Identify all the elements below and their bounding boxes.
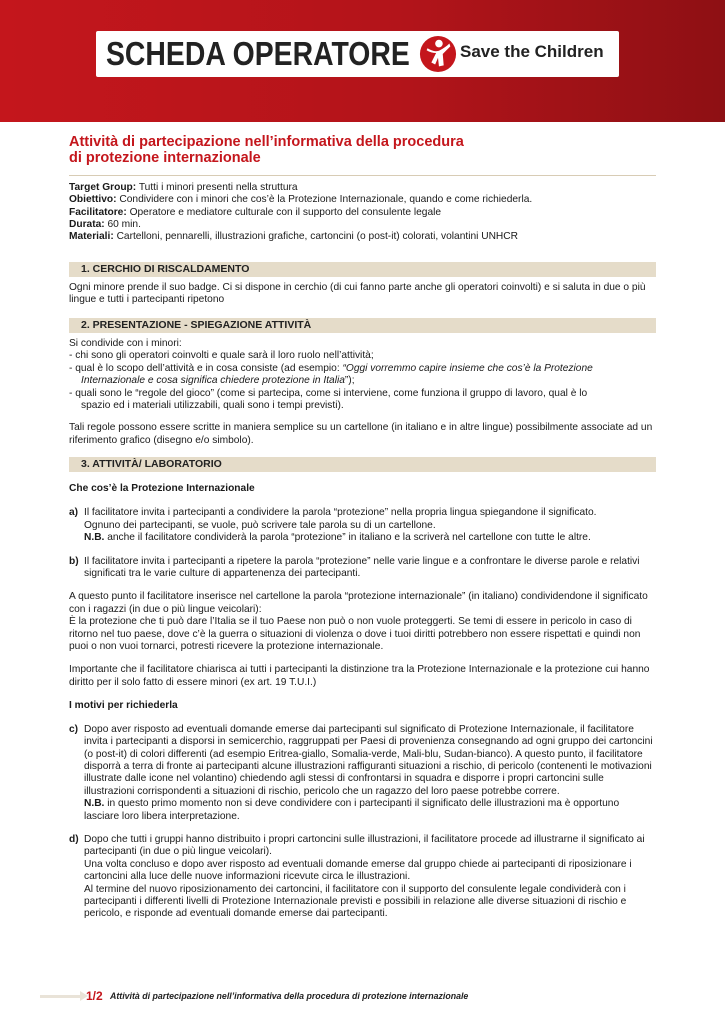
list-item-cont: spazio ed i materiali utilizzabili, quali sono i tempi previsti). [81, 400, 344, 412]
header-card [96, 31, 619, 77]
meta-materials [69, 231, 656, 243]
meta-facilitator [69, 207, 656, 219]
page-title: SCHEDA OPERATORE [106, 35, 410, 72]
footer-text: Attività di partecipazione nell’informativa della procedura di protezione internazionale [110, 991, 469, 1001]
paragraph: A questo punto il facilitatore inserisce nel cartellone la parola “protezione internazionale” (in italiano) condividendone il significato con i ragazzi (in due o più lingue veicolari): [69, 591, 648, 615]
meta-label: Materiali: [69, 231, 114, 243]
item-b: b) Il facilitatore invita i partecipanti a ripetere la parola “protezione” nelle varie lingue e a confrontare le diverse parole e relativi significati tra le varie culture di appartenenza dei partecipanti. [69, 555, 640, 580]
section-header-2 [69, 318, 656, 333]
save-the-children-logo-icon [419, 35, 457, 73]
item-a: a) Il facilitatore invita i partecipanti a condividere la parola “protezione” nella propria lingua spiegandone il significato. Ognuno dei partecipanti, se vuole, può scrivere tale parola su di un cartellone. N.B. anche il facilitatore condividerà la parola “protezione” in italiano e la scriverà nel cartellone con tutte le altre. [69, 507, 597, 544]
page-number: 1/2 [86, 989, 103, 1003]
meta-label: Facilitatore: [69, 206, 127, 218]
paragraph: Tali regole possono essere scritte in maniera semplice su un cartellone (in italiano e in altre lingue) possibilmente associate ad un riferimento grafico (disegno e/o simbolo). [69, 422, 653, 446]
meta-label: Target Group: [69, 182, 137, 193]
subheading: Che cos’è la Protezione Internazionale [69, 483, 255, 494]
heading-line-2: di protezione internazionale [69, 150, 261, 166]
divider [69, 175, 656, 176]
section-title: 1. CERCHIO DI RISCALDAMENTO [81, 263, 250, 275]
list-item: - quali sono le “regole del gioco” (come si partecipa, come si interviene, come funziona il gruppo di lavoro, qual è lo [69, 387, 588, 399]
meta-objective [69, 194, 656, 206]
section-2-body: Si condivide con i minori: - chi sono gli operatori coinvolti e quale sarà il loro ruolo nell’attività; - qual è lo scopo dell’attività e in cosa consiste (ad esempio: “Oggi vorremmo capire insieme che cos’è la Protezione Internazionale e cosa significa chiedere protezione in Italia”); - quali sono le “regole del gioco” (come si partecipa, come si interviene, come funziona il gruppo di lavoro, qual è lo spazio ed i materiali utilizzabili, quali sono i tempi previsti). Tali regole possono essere scritte in maniera semplice su un cartellone (in italiano e in altre lingue) possibilmente associate ad un riferimento grafico (disegno e/o simbolo). [69, 338, 656, 447]
footer-arrow-icon [40, 995, 82, 998]
document-heading [69, 134, 629, 166]
section-header-1 [69, 262, 656, 277]
meta-value: 60 min. [104, 218, 141, 230]
paragraph: Importante che il facilitatore chiarisca ai tutti i partecipanti la distinzione tra la Protezione Internazionale e la protezione cui hanno diritto per il solo fatto di essere minori (ex art. 19 T.U.I.) [69, 664, 650, 688]
meta-value: Tutti i minori presenti nella struttura [136, 182, 298, 193]
item-d: d) Dopo che tutti i gruppi hanno distribuito i propri cartoncini sulle illustrazioni, il facilitatore procede ad illustrarne il significato ai partecipanti (in due o più lingue veicolari). Una volta concluso e dopo aver risposto ad eventuali domande emerse dal gruppo chiede ai partecipanti di riposizionare i cartoncini alla luce delle nuove informazioni ricevute circa le illustrazioni. Al termine del nuovo riposizionamento dei cartoncini, il facilitatore con il supporto del consulente legale condividerà con i partecipanti i differenti livelli di Protezione Internazionale previsti e possibili in relazione alle diverse situazioni di rischio e pericolo, e risponde ad eventuali domande emerse dai partecipanti. [69, 833, 645, 920]
meta-label: Obiettivo: [69, 194, 117, 206]
item-c: c) Dopo aver risposto ad eventuali domande emerse dai partecipanti sul significato di Protezione Internazionale, il facilitatore invita i partecipanti a disporsi in semicerchio, raggruppati per Paesi di provenienza consegnando ad ogni gruppo dei cartoncini (o post-it) di colori differenti (ad esempio Eritrea-giallo, Somalia-verde, Mali-blu, Sudan-bianco). A questo punto, il facilitatore disporrà a terra di fronte ai partecipanti alcune illustrazioni raffiguranti situazioni a rischio, di pericolo (contenenti le motivazioni illustrate dalle icone nel volantino) chiedendo agli stessi di confrontarsi in squadra e disporre i propri cartoncini sulle illustrazioni corrispondenti a situazioni di rischio, pericolo che un ragazzo del loro paese potrebbe correre. N.B. in questo primo momento non si deve condividere con i partecipanti il significato delle illustrazioni ma è opportuno lasciare loro libera interpretazione. [69, 723, 653, 822]
logo-text: Save the Children [460, 42, 604, 61]
meta-label: Durata: [69, 218, 105, 230]
meta-block [69, 182, 656, 243]
section-title: 3. ATTIVITÀ/ LABORATORIO [81, 458, 222, 470]
meta-duration [69, 219, 656, 231]
list-item: - qual è lo scopo dell’attività e in cosa consiste (ad esempio: “Oggi vorremmo capire insieme che cos’è la Protezione [69, 362, 593, 374]
section-3-body [69, 483, 656, 921]
page-footer [40, 989, 680, 1005]
section-2-intro: Si condivide con i minori: [69, 338, 182, 349]
meta-target [69, 182, 656, 194]
subheading: I motivi per richiederla [69, 700, 178, 712]
meta-value: Condividere con i minori che cos’è la Protezione Internazionale, quando e come richiederla. [116, 194, 533, 206]
heading-line-1: Attività di partecipazione nell’informativa della procedura [69, 134, 464, 150]
header-banner [0, 0, 725, 122]
section-header-3 [69, 457, 656, 472]
section-title: 2. PRESENTAZIONE - SPIEGAZIONE ATTIVITÀ [81, 319, 312, 331]
paragraph: È la protezione che ti può dare l’Italia se il tuo Paese non può o non vuole proteggerti. Se temi di essere in pericolo in caso di ritorno nel tuo paese, dove c’è la guerra o situazioni di violenza o dove i tuoi diritti potrebbero non essere rispettati e quindi non puoi o non vuoi tornarci, potresti ricevere la protezione internazionale. [69, 616, 641, 653]
meta-value: Operatore e mediatore culturale con il supporto del consulente legale [126, 206, 442, 218]
list-item: - chi sono gli operatori coinvolti e quale sarà il loro ruolo nell’attività; [69, 350, 374, 362]
list-item-cont: Internazionale e cosa significa chiedere protezione in Italia [81, 375, 345, 387]
meta-value: Cartelloni, pennarelli, illustrazioni grafiche, cartoncini (o post-it) colorati, volantini UNHCR [113, 231, 519, 243]
section-1-text: Ogni minore prende il suo badge. Ci si dispone in cerchio (di cui fanno parte anche gli operatori coinvolti) e si saluta in due o più lingue e tutti i partecipanti ripetono [69, 282, 646, 306]
